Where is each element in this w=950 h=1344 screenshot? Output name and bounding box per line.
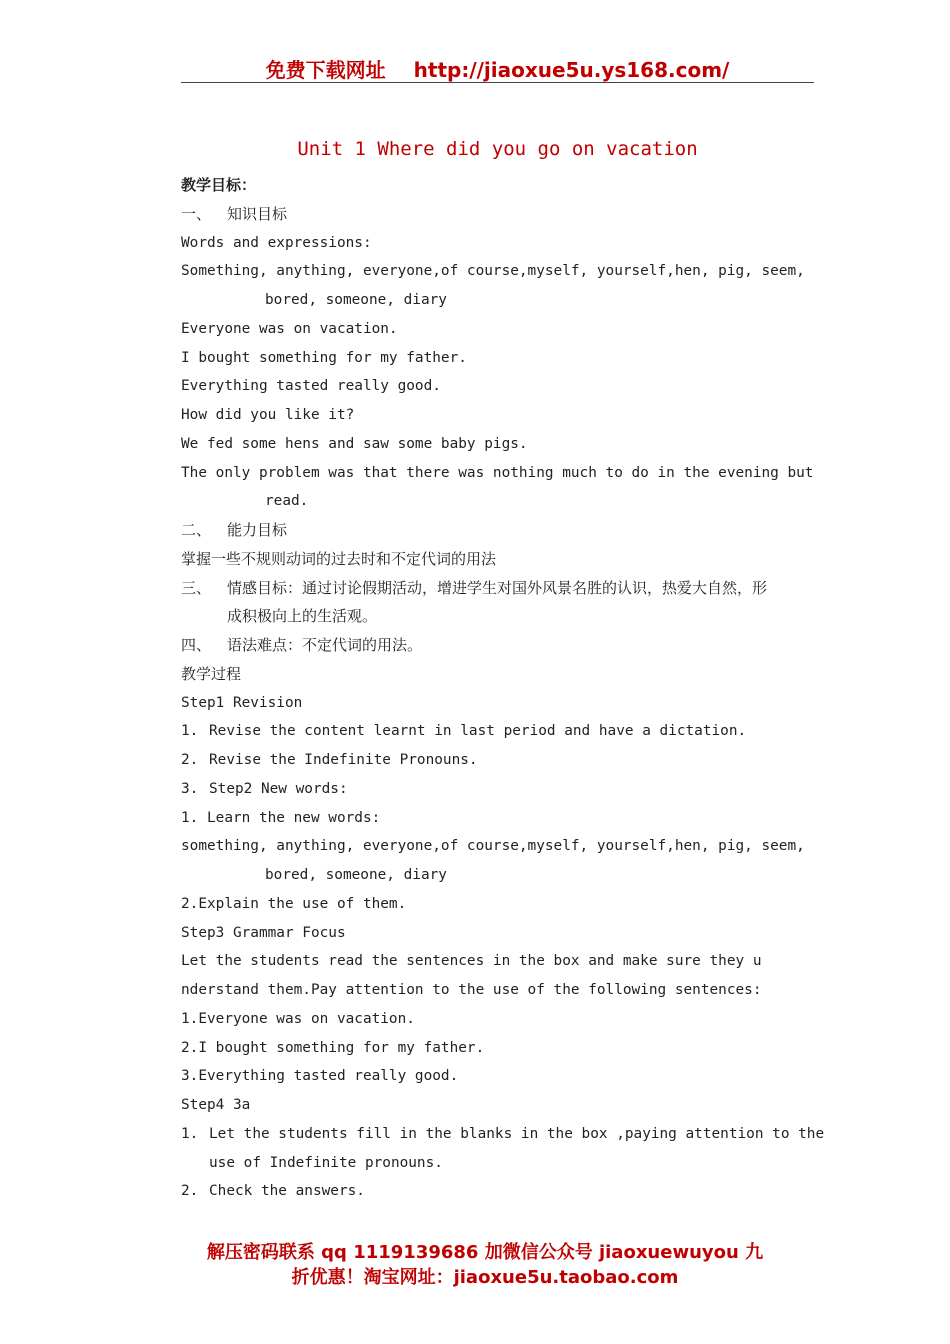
footer-line: 解压密码联系 qq 1119139686 加微信公众号 jiaoxuewuyou 九: [206, 1242, 764, 1263]
document-body: [181, 171, 825, 1206]
vocab-line: Something, anything, everyone,of course,myself, yourself,hen, pig, seem,: [181, 263, 805, 280]
sentence-line: Everything tasted really good.: [181, 378, 441, 395]
explain-line: 2.Explain the use of them.: [181, 895, 407, 912]
ability-heading: 二、 能力目标: [181, 521, 288, 539]
list-item-cont: use of Indefinite pronouns.: [209, 1154, 443, 1171]
vocab-line: bored, someone, diary: [265, 867, 447, 883]
page-title: Unit 1 Where did you go on vacation: [297, 138, 698, 160]
list-item: 2.I bought something for my father.: [181, 1039, 485, 1056]
list-item: 2. Check the answers.: [181, 1183, 365, 1200]
header-url-link[interactable]: http://jiaoxue5u.ys168.com/: [413, 58, 730, 82]
step3-paragraph: nderstand them.Pay attention to the use of the following sentences:: [181, 982, 762, 998]
ability-text: 掌握一些不规则动词的过去时和不定代词的用法: [181, 549, 497, 568]
header-banner: [181, 54, 814, 82]
emotion-objective: 三、 情感目标：通过讨论假期活动，增进学生对国外风景名胜的认识，热爱大自然，形: [181, 578, 768, 597]
knowledge-heading: 一、 知识目标: [181, 204, 288, 223]
sentence-line: How did you like it?: [181, 407, 355, 423]
sentence-line: We fed some hens and saw some baby pigs.: [181, 435, 528, 452]
learn-words-line: 1. Learn the new words:: [181, 809, 381, 826]
list-item: 2. Revise the Indefinite Pronouns.: [181, 752, 478, 768]
list-item: 3. Step2 New words:: [181, 780, 348, 797]
step3-title: Step3 Grammar Focus: [181, 924, 346, 941]
process-heading: 教学过程: [181, 664, 242, 683]
sentence-line: read.: [265, 493, 309, 510]
grammar-difficulty: 四、 语法难点：不定代词的用法。: [181, 636, 423, 654]
step4-title: Step4 3a: [181, 1097, 251, 1113]
sentence-line: The only problem was that there was nothing much to do in the evening but: [181, 464, 814, 481]
list-item: 3.Everything tasted really good.: [181, 1068, 459, 1085]
step1-title: Step1 Revision: [181, 694, 303, 711]
vocab-line: something, anything, everyone,of course,myself, yourself,hen, pig, seem,: [181, 838, 805, 855]
footer-contact: [165, 1240, 805, 1290]
list-item: 1. Let the students fill in the blanks in the box ,paying attention to the: [181, 1125, 825, 1142]
step3-paragraph: Let the students read the sentences in the box and make sure they u: [181, 953, 762, 970]
header-divider: [181, 82, 814, 83]
footer-line: 折优惠！淘宝网址：jiaoxue5u.taobao.com: [291, 1267, 679, 1288]
list-item: 1. Revise the content learnt in last period and have a dictation.: [181, 723, 747, 740]
sentence-line: Everyone was on vacation.: [181, 320, 398, 337]
emotion-objective-cont: 成积极向上的生活观。: [227, 607, 378, 626]
header-label: 免费下载网址: [265, 58, 386, 82]
list-item: 1.Everyone was on vacation.: [181, 1010, 415, 1027]
words-expressions-label: Words and expressions:: [181, 234, 372, 251]
objectives-heading: 教学目标：: [181, 176, 257, 194]
vocab-line: bored, someone, diary: [265, 292, 447, 308]
sentence-line: I bought something for my father.: [181, 349, 467, 366]
